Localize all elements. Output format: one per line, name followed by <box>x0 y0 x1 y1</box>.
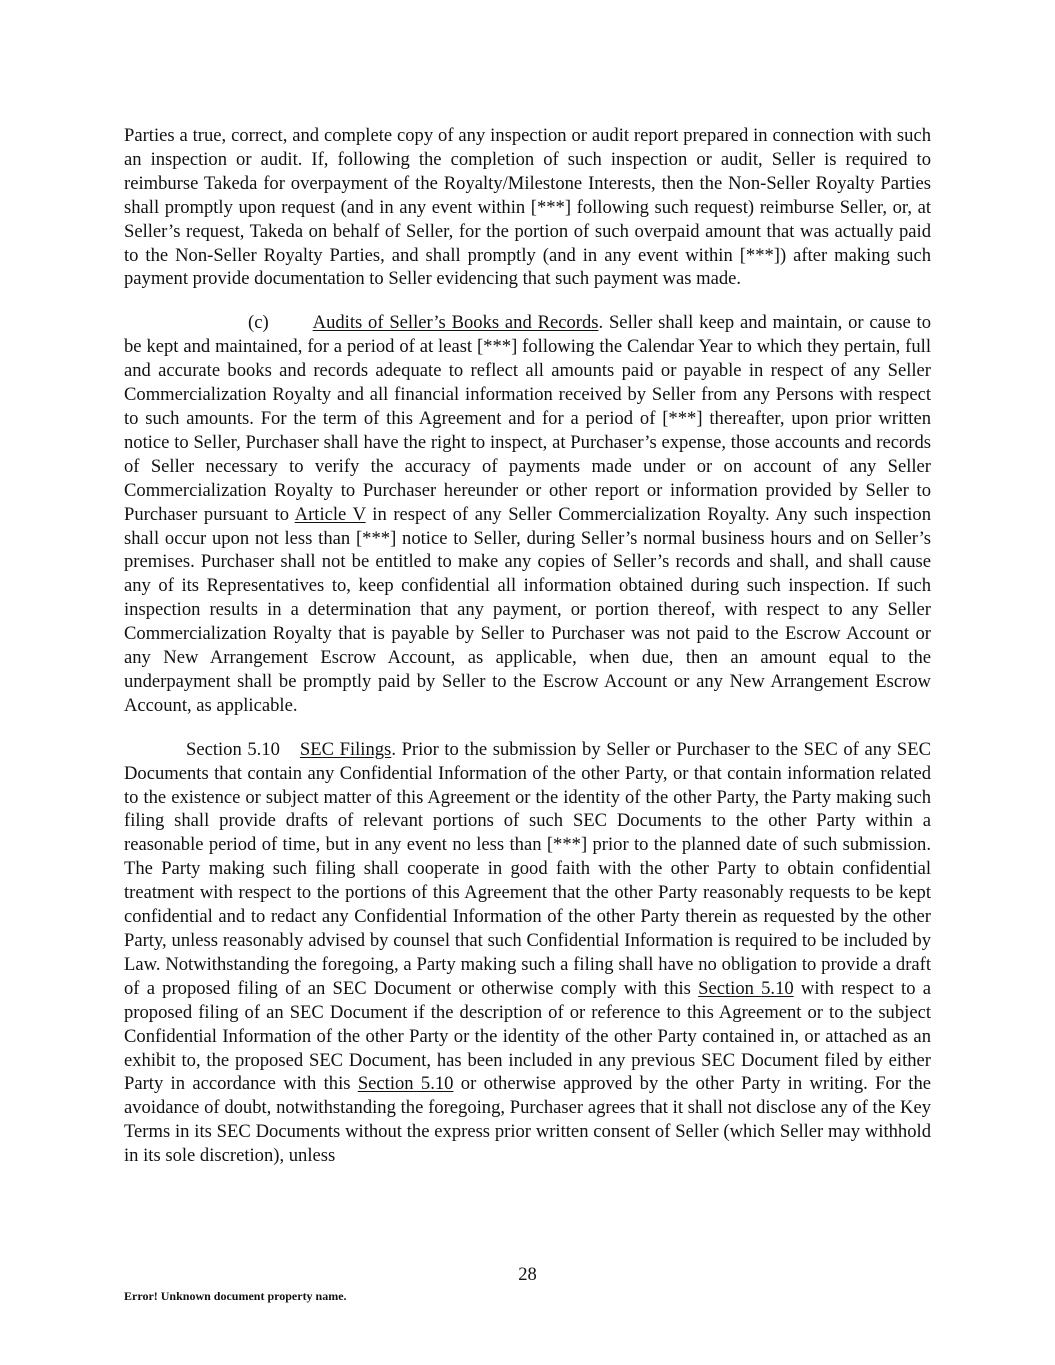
document-page <box>124 124 931 1188</box>
section-heading: SEC Filings <box>299 738 392 760</box>
clause-heading: Audits of Seller’s Books and Records <box>312 312 599 334</box>
section-text: . Prior to the submission by Seller or Purchaser to the SEC of any SEC Documents that contain any Confidential Information of the other Party, or that contain information related to the existence or subject matter of this Agreement or the identity of the other Party, the Party making such filing shall provide drafts of relevant portions of such SEC Documents to the other Party within a reasonable period of time, but in any event no less than [***] prior to the planned date of such submission. The Party making such filing shall cooperate in good faith with the other Party to obtain confidential treatment with respect to the portions of this Agreement that the other Party reasonably requests to be kept confidential and to redact any Confidential Information of the other Party therein as requested by the other Party, unless reasonably advised by counsel that such Confidential Information is required to be included by Law. Notwithstanding the foregoing, a Party making such a filing shall have no obligation to provide a draft of a proposed filing of an SEC Document or otherwise comply with this <box>124 738 932 999</box>
section-text: or otherwise approved by the other Party in writing. For the avoidance of doubt, notwithstanding the foregoing, Purchaser agrees that it shall not disclose any of the Key Terms in its SEC Documents without the express prior written consent of Seller (which Seller may withhold in its sole discretion), unless <box>124 1073 931 1167</box>
section-5-10-reference[interactable]: Section 5.10 <box>357 1073 454 1095</box>
clause-text: in respect of any Seller Commercialization Royalty. Any such inspection shall occur upon not less than [***] notice to Seller, during Seller’s normal business hours and on Seller’s premises. Purchaser shall not be entitled to make any copies of Seller’s records and shall, and shall cause any of its Representatives to, keep confidential all information obtained during such inspection. If such inspection results in a determination that any payment, or portion thereof, with respect to any Seller Commercialization Royalty that is payable by Seller to Purchaser was not paid to the Escrow Account or any New Arrangement Escrow Account, as applicable, when due, then an amount equal to the underpayment shall be promptly paid by Seller to the Escrow Account or any New Arrangement Escrow Account, as applicable. <box>124 503 931 716</box>
clause-number: (c) <box>248 312 269 334</box>
section-number: Section 5.10 <box>186 738 280 760</box>
section-5-10-sec-filings <box>124 738 931 1168</box>
paragraph-continuation <box>124 124 931 291</box>
section-text: with respect to a proposed filing of an SEC Document if the description of or reference to this Agreement or to the subject Confidential Information of the other Party or the identity of the other Party contained in, or attached as an exhibit to, the proposed SEC Document, has been included in any previous SEC Document filed by either Party in accordance with this <box>124 977 931 1095</box>
page-number: 28 <box>518 1264 537 1285</box>
paragraph-text: Parties a true, correct, and complete copy of any inspection or audit report prepared in connection with such an inspection or audit. If, following the completion of such inspection or audit, Seller is required to reimburse Takeda for overpayment of the Royalty/Milestone Interests, then the Non-Seller Royalty Parties shall promptly upon request (and in any event within [***] following such request) reimburse Seller, or, at Seller’s request, Takeda on behalf of Seller, for the portion of such overpaid amount that was actually paid to the Non-Seller Royalty Parties, and shall promptly (and in any event within [***]) after making such payment provide documentation to Seller evidencing that such payment was made. <box>124 125 931 290</box>
paragraph-audits-sellers-books <box>124 311 931 717</box>
article-v-reference[interactable]: Article V <box>294 503 366 525</box>
clause-text: . Seller shall keep and maintain, or cause to be kept and maintained, for a period of at least [***] following the Calendar Year to which they pertain, full and accurate books and records adequate to reflect all amounts paid or payable in respect of any Seller Commercialization Royalty and all financial information received by Seller from any Persons with respect to such amounts. For the term of this Agreement and for a period of [***] thereafter, upon prior written notice to Seller, Purchaser shall have the right to inspect, at Purchaser’s expense, those accounts and records of Seller necessary to verify the accuracy of payments made under or on account of any Seller Commercialization Royalty to Purchaser hereunder or other report or information provided by Seller to Purchaser pursuant to <box>124 312 931 525</box>
section-5-10-reference[interactable]: Section 5.10 <box>698 977 794 999</box>
footer-error-text: Error! Unknown document property name. <box>124 1289 347 1303</box>
